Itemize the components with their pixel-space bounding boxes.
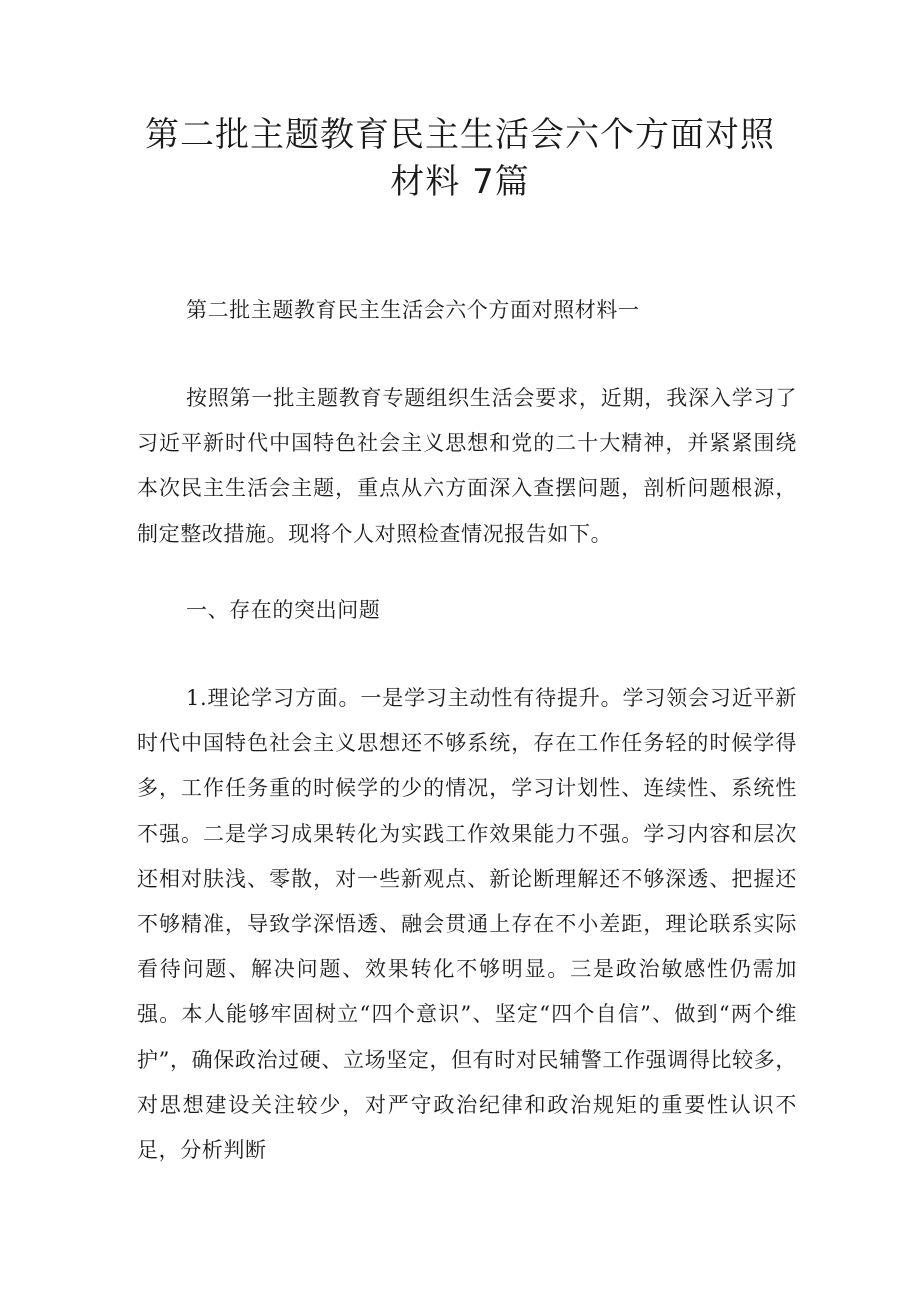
document-title-line-1: 第二批主题教育民主生活会六个方面对照 xyxy=(145,115,775,155)
section-subtitle: 第二批主题教育民主生活会六个方面对照材料一 xyxy=(186,298,640,322)
intro-paragraph: 按照第一批主题教育专题组织生活会要求，近期，我深入学习了习近平新时代中国特色社会主义思想和党的二十大精神，并紧紧围绕本次民主生活会主题，重点从六方面深入查摆问题，剖析问题根源，制定整改措施。现将个人对照检查情况报告如下。 xyxy=(137,386,797,546)
section-heading-1: 一、存在的突出问题 xyxy=(186,598,381,622)
theory-study-paragraph: 1.理论学习方面。一是学习主动性有待提升。学习领会习近平新时代中国特色社会主义思想还不够系统，存在工作任务轻的时候学得多，工作任务重的时候学的少的情况，学习计划性、连续性、系统性不强。二是学习成果转化为实践工作效果能力不强。学习内容和层次还相对肤浅、零散，对一些新观点、新论断理解还不够深透、把握还不够精准，导致学深悟透、融会贯通上存在不小差距，理论联系实际看待问题、解决问题、效果转化不够明显。三是政治敏感性仍需加强。本人能够牢固树立“四个意识”、坚定“四个自信”、做到“两个维护”，确保政治过硬、立场坚定，但有时对民辅警工作强调得比较多，对思想建设关注较少，对严守政治纪律和政治规矩的重要性认识不足，分析判断 xyxy=(137,686,797,1163)
document-title-line-2: 材料 7篇 xyxy=(390,162,530,202)
